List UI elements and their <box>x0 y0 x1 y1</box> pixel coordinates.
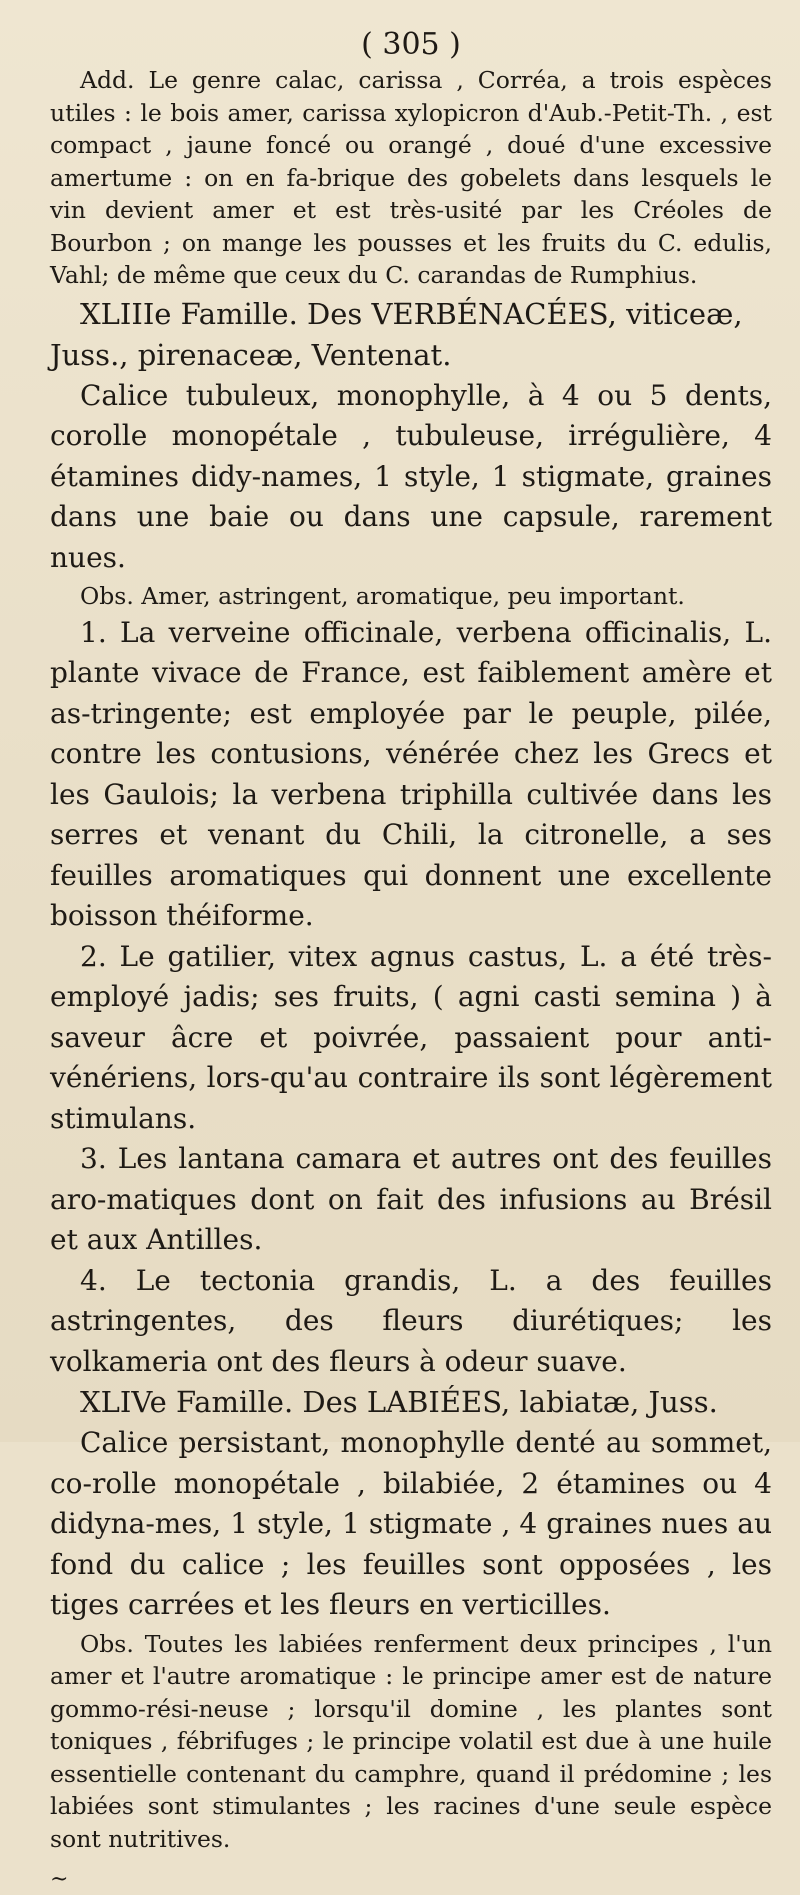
paragraph-addendum-carissa: Add. Le genre calac, carissa , Corréa, a trois espèces utiles : le bois amer, carissa xylopicron d'Aub.-Petit-Th. , est compact , jaune foncé ou orangé , doué d'une excessive amertume : on en fa-brique des gobelets dans lesquels le vin devient amer et est très-usité par les Créoles de Bourbon ; on mange les pousses et les fruits du C. edulis, Vahl; de même que ceux du C. carandas de Rumphius. <box>50 66 772 289</box>
paragraph-item-verveine: 1. La verveine officinale, verbena officinalis, L. plante vivace de France, est faiblement amère et as-tringente; est employée par le peuple, pilée, contre les contusions, vénérée chez les Grecs et les Gaulois; la verbena triphilla cultivée dans les serres et venant du Chili, la citronelle, a ses feuilles aromatiques qui donnent une excellente boisson théiforme. <box>50 615 772 932</box>
heading-family-xliii: XLIIIe Famille. Des VERBÉNACÉES, viticeæ, Juss., pirenaceæ, Ventenat. <box>50 296 743 372</box>
paragraph-verbenaceae-description: Calice tubuleux, monophylle, à 4 ou 5 dents, corolle monopétale , tubuleuse, irrégulière, 4 étamines didy-names, 1 style, 1 stigmate, graines dans une baie ou dans une capsule, rarement nues. <box>50 378 772 574</box>
paragraph-labiatae-obs: Obs. Toutes les labiées renferment deux principes , l'un amer et l'autre aromatique : le principe amer est de nature gommo-rési-neuse ; lorsqu'il domine , les plantes sont toniques , fébrifuges ; le principe volatil est due à une huile essentielle contenant du camphre, quand il prédomine ; les labiées sont stimulantes ; les racines d'une seule espèce sont nutritives. <box>50 1629 772 1853</box>
heading-family-xliv: XLIVe Famille. Des LABIÉES, labiatæ, Juss. <box>80 1385 718 1419</box>
paragraph-item-tectonia: 4. Le tectonia grandis, L. a des feuilles astringentes, des fleurs diurétiques; les volkameria ont des fleurs à odeur suave. <box>50 1263 772 1378</box>
paragraph-item-gatilier: 2. Le gatilier, vitex agnus castus, L. a été très-employé jadis; ses fruits, ( agni casti semina ) à saveur âcre et poivrée, passaient pour anti-vénériens, lors-qu'au contraire ils sont légèrement stimulans. <box>50 939 772 1135</box>
paragraph-item-lantana: 3. Les lantana camara et autres ont des feuilles aro-matiques dont on fait des infusions au Brésil et aux Antilles. <box>50 1142 772 1256</box>
paragraph-labiatae-description: Calice persistant, monophylle denté au sommet, co-rolle monopétale , bilabiée, 2 étamines ou 4 didyna-mes, 1 style, 1 stigmate , 4 graines nues au fond du calice ; les feuilles sont opposées , les tiges carrées et les fleurs en verticilles. <box>50 1426 772 1621</box>
trailing-mark: ~ <box>50 1867 69 1892</box>
paragraph-verbenaceae-obs: Obs. Amer, astringent, aromatique, peu important. <box>80 582 685 610</box>
page-number: ( 305 ) <box>361 27 461 62</box>
